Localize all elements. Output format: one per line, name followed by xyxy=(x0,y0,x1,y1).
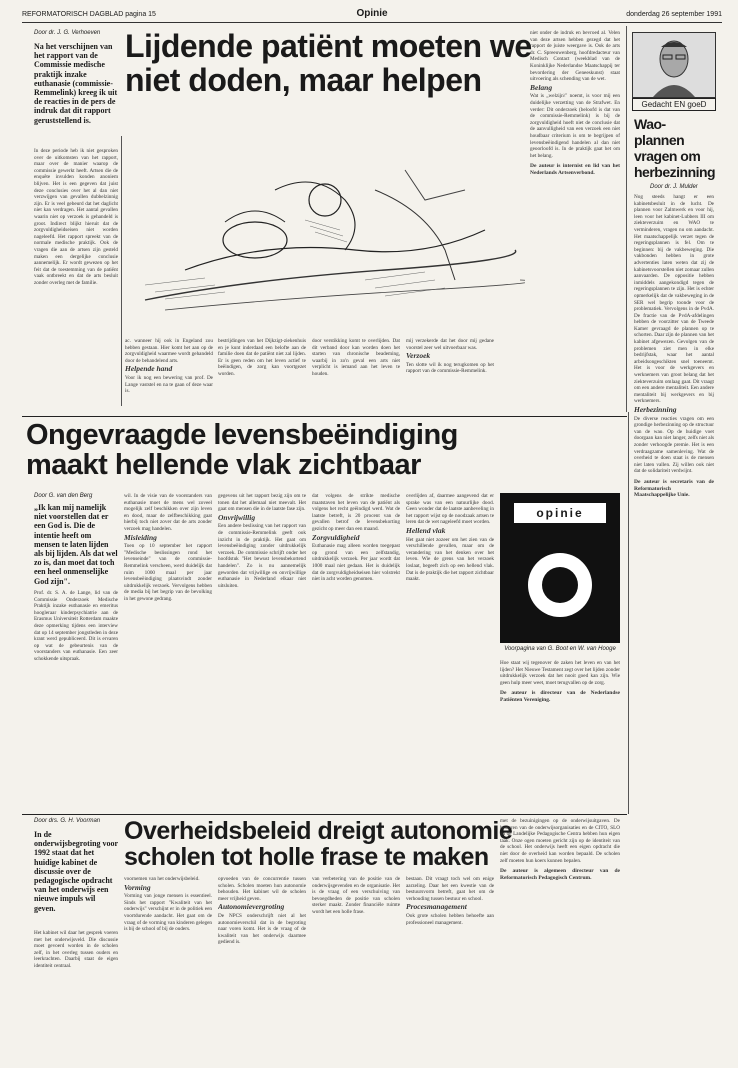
section-rule xyxy=(22,814,627,815)
article2-author-note: De auteur is directeur van de Nederlandse Patiënten Vereniging. xyxy=(500,690,620,703)
article2-subhead-misleiding: Misleiding xyxy=(124,532,157,542)
article2-col6: Hoe staat wij tegenover de zaken het leven en van het lijden? Het Nieuwe Testament zegt over het lijden zonder uitdrukkelijk verzoek dat het nooit goed kan zijn. Wie geen hulp meer weet, moet terugvallen op de zorg. De auteur is directeur van de Nederlandse Patiënten Vereniging. xyxy=(500,660,620,703)
article1-subhead-belang: Belang xyxy=(530,82,553,92)
article3-subhead-vorming: Vorming xyxy=(124,882,151,892)
article2-byline: Door G. van den Berg xyxy=(34,493,93,499)
article3-lead: In de onderwijsbegroting voor 1992 staat dat het huidige kabinet de discussie over de pedagogische opdracht van het onderwijs een nieuwe impuls wil geven. xyxy=(34,830,118,913)
article3-col3: opvoeden van de concurrentie tussen scholen. Scholen moeten hun autonomie behouden. Het kabinet wil de scholen meer vrijheid geven. Autonomievergroting De NPCS onderschrijft niet al het autonomieverschil dat in de begroting naar voren komt. Het is de vraag of de kwaliteit van het onderwijs daarmee gediend is. xyxy=(218,876,306,946)
column-box-label: Gedacht EN goeD xyxy=(632,98,716,111)
author-photo xyxy=(632,32,716,98)
article2-col2: wil. In de visie van de voorstanders van euthanasie moet de mens wel zoveel mogelijk zelf beschikken over zijn leven en dood, maar de zelfbeschikking gaat hierbij toch niet zover dat de arts zonder verzoek mag handelen. Misleiding Toen op 10 september het rapport "Medische beslissingen rond het levenseinde" van de commissie-Remmelink verscheen, werd duidelijk dat ruim 1000 maal per jaar levensbeëindiging plaatsvindt zonder uitdrukkelijk verzoek. Vervolgens hebben de media bij het begrip van de bevolking in het gewone gedrang. xyxy=(124,493,212,602)
article3-col5: bestaan. Dit vraagt toch wel om enige aarzeling. Daar het een kwestie van de bestuursvorm betreft, gaat het om de verhouding tussen bestuur en school. Procesmanagement Ook grote scholen hebben behoefte aan professioneel management. xyxy=(406,876,494,926)
section-rule xyxy=(22,416,627,417)
column-byline: Door dr. J. Mulder xyxy=(650,184,698,190)
article1-subhead-helpende: Helpende hand xyxy=(125,364,173,374)
article3-headline-line1: Overheidsbeleid dreigt autonomie xyxy=(124,817,513,845)
article1-subhead-verzoek: Verzoek xyxy=(406,351,431,361)
masthead-paper: REFORMATORISCH DAGBLAD pagina 15 xyxy=(22,11,156,18)
article3-col4: van verbetering van de positie van de onderwijsgevenden en de organisatie. Het is de vraag of een verschuiving van bevoegdheden de positie van scholen sterker maakt. Zonder financiële ruimte wordt het een holle frase. xyxy=(312,876,400,915)
book-caption: Voorpagina van G. Boot en W. van Hooge xyxy=(504,646,616,652)
masthead-section: Opinie xyxy=(356,8,388,19)
column-body: Nog steeds hangt er een kabinetsbesluit in de lucht. De plannen voor Zalmwerk en voor hij, leen voor het kabinet-Lubbers III om ziekteverzuim en WAO te verminderen, vragen nu om aandacht. Het maatschappelijk verzet tegen de regeringsplannen is fel. Om te beginnen: bij de vakbeweging. Die vakbonden hebben in grote advertenties laten weten dat zij de kabinetsvoorstellen niet zomaar zullen aanvaarden. De oppositie hebben inmiddels aangekondigd tegen de regeringsplannen te zijn. Het is echter opmerkelijk dat de vakbeweging in de SER wel begrip toonde voor de problematiek. Vervolgens in de PvdA. De fractie van de PvdA-afdelingen hebben de voorzitter van de Tweede Kamer gevraagd de plannen op te schorten. Daar zijn de plannen van het kabinet afgewezen. Gevolgen van de problemen ziet men in elke bedrijfstak, waar het aantal arbeidsongeschikten snel toeneemt. Het is voor de werkgevers en werknemers van groot belang dat het ziekteverzuim omlaag gaat. Dit vraagt om een andere mentaliteit. Een andere mentaliteit bij werkgevers en bij werknemers. Herbezinning De diverse reacties vragen om een grondige herbezinning op de structuur van de wao. Op de huidige voet doorgaan kan niet langer, zelfs niet als zonder verhoogde premie. Het is een verdraagzame samenleving. Wat de overheid te doen staat is de mensen niet laten vallen. Zij willen ook niet dat de solidariteit verdwijnt. De auteur is secretaris van de Reformatorisch Maatschappelijke Unie. xyxy=(634,194,714,499)
patient-illustration xyxy=(125,130,525,330)
divider xyxy=(626,26,627,412)
article2-headline-line2: maakt hellende vlak zichtbaar xyxy=(26,449,421,482)
article2-col4: dat volgens de strikte medische maatstaven het leven van de patiënt als volgens het recht geëindigd werd. Wat de laatste betreft, is 20 procent van de gevallen betrof de levensbekorting gezicht op meer dan een maand. Zorgvuldigheid Euthanasie mag alleen worden toegepast op grond van een zelfstandig, uitdrukkelijk verzoek. Per jaar wordt dat 1000 maal niet gedaan. Het is duidelijk dat de zorgvuldigheidseisen hier volstrekt niet in acht worden genomen. xyxy=(312,493,400,583)
divider xyxy=(121,136,122,406)
article2-subhead-onvrijwillig: Onvrijwillig xyxy=(218,512,256,522)
article3-col6: met de bezuinigingen op de onderwijsuitgaven. De besturen van de onderwijsorganisaties en de CITO, SLO en de Landelijke Pedagogische Centra hebben hun eigen taak. Onze ogen moeten gericht zijn op de identiteit van de school. Het onderwijs heeft een eigen opdracht die niet door de overheid kan worden bepaald. De scholen zelf moeten hun koers kunnen bepalen. De auteur is algemeen directeur van de Reformatorisch Pedagogisch Centrum. xyxy=(500,818,620,881)
article2-col3: gegevens uit het rapport bezig zijn om te tonen dat het allemaal niet meevalt. Het gaat om mensen die in de laatste fase zijn. Onvrijwillig Een andere beslissing van het rapport van de commissie-Remmelink geeft ook inzicht in de praktijk. Het gaat om levensbeëindiging zonder uitdrukkelijk verzoek. De commissie schrijft onder het hoofdstuk "Het bewust levensbekortend handelen". Zo is nu aannemelijk geworden dat vrijwillige en onvrijwillige euthanasie in Nederland elkaar niet uitsluiten. xyxy=(218,493,306,589)
article3-headline-line2: scholen tot holle frase te maken xyxy=(124,843,489,872)
column-author-note: De auteur is secretaris van de Reformatorisch Maatschappelijke Unie. xyxy=(634,478,714,499)
column-headline: Wao-plannen vragen om herbezinning xyxy=(634,116,716,180)
article1-col2: ac. wanneer hij ook in Engeland zou hebben gestaan. Hier komt het aan op de zorgvuldigheid waarmee wordt gehandeld door de behandelend arts. Helpende hand Voor ik nog een bewering van prof. De Lange vaststel en na te gaan of deze waar is. xyxy=(125,338,213,395)
article2-subhead-hellend: Hellend vlak xyxy=(406,525,446,535)
article1-author-note: De auteur is internist en lid van het Nederlands Artsenverbond. xyxy=(530,163,620,176)
article2-col1: Prof. dr. S. A. de Lange, lid van de Commissie Onderzoek Medische Praktijk inzake euthanasie en emeritus hoogleraar kinderpsychiatrie aan de Erasmus Universiteit Rotterdam maakte deze opmerking tijdens een interview dat op 14 september jongstleden in deze krant werd gepubliceerd. Dit is ervaren op wat de gebeurtenis van de voorstanders van euthanasie. Een zeer schokkende uitspraak. xyxy=(34,590,118,662)
book-title: opinie xyxy=(536,506,584,520)
article2-subhead-zorgvuldigheid: Zorgvuldigheid xyxy=(312,532,360,542)
article2-headline xyxy=(26,420,626,481)
article1-lead: Na het verschijnen van het rapport van de Commissie medische praktijk inzake euthanasie (commissie-Remmelink) kreeg ik uit de reacties in de pers de indruk dat dit rapport geruststellend is. xyxy=(34,42,118,125)
article3-col2: voornemen van het onderwijsbeleid. Vorming Vorming van jonge mensen is essentieel. Sinds het rapport "Kwaliteit van het onderwijs" verschijnt er in de politiek een voortdurende aandacht. Het gaat om de vraag of de vorming van kinderen gelegen is bij de school of bij de ouders. xyxy=(124,876,212,933)
article3-col1: Het kabinet wil daar het gesprek voeren met het onderwijsveld. Die discussie moet gevoerd worden in de scholen zelf, in het overleg tussen ouders en leerkrachten. Daarbij staat de eigen identiteit centraal. xyxy=(34,930,118,969)
column-subhead: Herbezinning xyxy=(634,405,677,414)
article2-headline-line1: Ongevraagde levensbeëindiging xyxy=(26,419,458,451)
book-cover xyxy=(500,493,620,643)
article1-byline: Door dr. J. G. Verhoeven xyxy=(34,30,101,36)
article1-col5: mij verzekerde dat het door mij gedane voorstel zeer wel uitvoerbaar was. Verzoek Ten slotte wil ik nog terugkomen op het rapport van de commissie-Remmelink. xyxy=(406,338,494,375)
article3-author-note: De auteur is algemeen directeur van de Reformatorisch Pedagogisch Centrum. xyxy=(500,868,620,881)
article1-col3: bestrijdingen van het Dijkzigt-ziekenhuis en je kunt inderdaad een belofte aan de familie doen dat de patiënt niet zal lijden. Er is geen reden om het leven actief te beëindigen, de zorg kan voortgezet worden. xyxy=(218,338,306,377)
article3-subhead-proces: Procesmanagement xyxy=(406,902,467,912)
article1-col6: niet onder de indruk en bevroed al. Velen van deze artsen hebben gezegd dat het rapport de juiste weergave is. Ook de arts dr. C. Spreeuwenberg, hoofdredacteur van Medisch Contact (weekblad van de Koninklijke Nederlandse Maatschappij ter bevordering der Geneeskunst) staat uitvoering als schending van de wet. Belang Wat is „welzijn\" noemt, is voor mij een duidelijke verzetting van de Strafwet. En verder: Dit onderzoek (beloofd is dat van de commissie-Remmelink) is bij de zorgvuldigheid hoeft niet de conclusie dat de aanvulligheid van een verzoek een niet houdbaar criterium is om te begrijpen of levensbeëindigend handelen al dan niet geoorloofd is. In de praktijk gaat het om het belang. De auteur is internist en lid van het Nederlands Artsenverbond. xyxy=(530,30,620,176)
masthead xyxy=(22,8,722,23)
article3-subhead-autonomie: Autonomievergroting xyxy=(218,902,285,912)
article1-headline-line2: niet doden, maar helpen xyxy=(125,61,482,98)
article1-col4: door verstikking komt te overlijden. Dat dit verband door kan worden doen het starten van chronische beademing, waarbij in zo'n geval een arts niet verplicht is iemand aan het leven te houden. xyxy=(312,338,400,377)
article2-lead: „Ik kan mij namelijk niet voorstellen dat er een God is. Die de intentie heeft om mensen te laten lijden als bij lijden. Als dat wel zo is, dan moet dat toch een heel onmenselijke God zijn". xyxy=(34,503,118,586)
article2-col5: overlijden af, daarmee aangevend dat er sprake was van een natuurlijke dood. Geen wonder dat de laatste aanbeveling in het rapport wijst op de noodzaak artsen te leren dat de wet nageleefd moet worden. Hellend vlak Het gaat niet zozeer om het zien van de verschillende gevallen, maar om de verandering van het denken over het leven. Wie de grens van het verzoek loslaat, begeeft zich op een hellend vlak. Dat is de praktijk die het rapport zichtbaar maakt. xyxy=(406,493,494,583)
divider xyxy=(628,412,629,814)
article3-byline: Door drs. G. H. Voorman xyxy=(34,818,101,824)
article1-col1: In deze periode heb ik niet gesproken over de uitkomsten van het rapport, maar over de manier waarop de commissie gewerkt heeft. Artsen die de enquête invulden konden anoniem blijven. Het is een gegeven dat juist deze conclusies over het al dan niet verzwijgen van gevallen dubbelzinnig zijn. Er is veel gebeurd dat het daglicht niet kan verdragen. Het aantal gevallen waarin niet op verzoek is gehandeld is groot. Indirect blijkt hieruit dat de zorgvuldigheidseisen niet worden nageleefd. Het rapport spreekt van de normale medische praktijk. Ook de vragen die aan de artsen zijn gesteld maken een dergelijke conclusie aannemelijk. Er wordt gewezen op het feit dat de toestemming van de patiënt vaak ontbreekt en dat de arts besluit zonder overleg met de familie. xyxy=(34,148,118,286)
article1-headline-line1: Lijdende patiënt moeten we xyxy=(125,28,532,64)
masthead-date: donderdag 26 september 1991 xyxy=(626,11,722,18)
